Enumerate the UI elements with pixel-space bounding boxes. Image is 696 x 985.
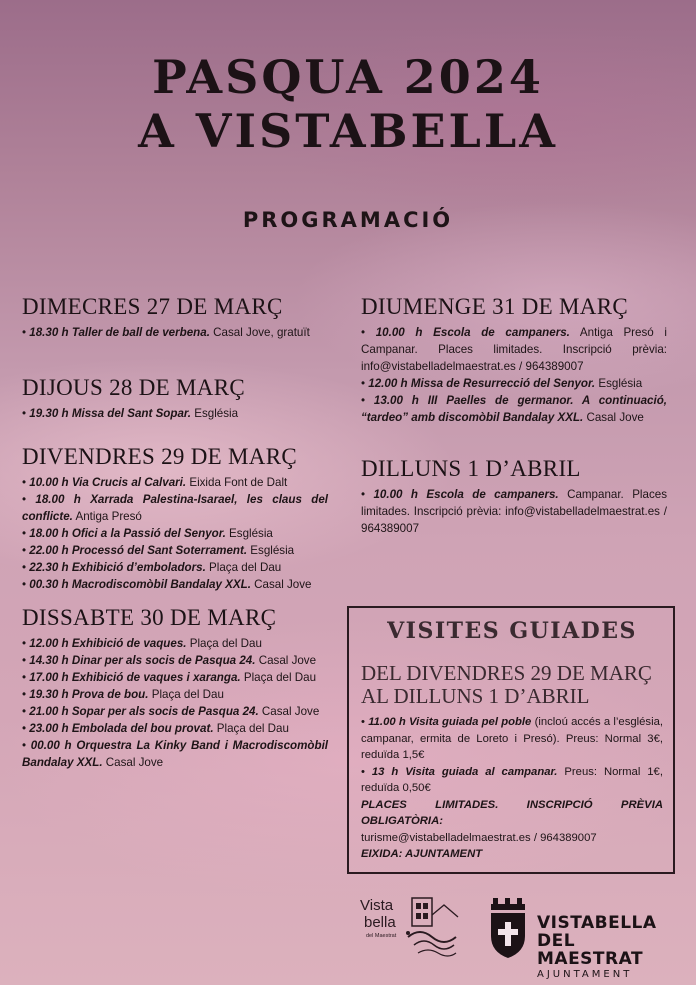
event-bold: 10.00 h Escola de campaners. <box>373 488 559 501</box>
shield-icon <box>487 896 529 960</box>
event-item: • 17.00 h Exhibició de vaques i xaranga. Plaça del Dau <box>22 671 317 684</box>
council-name <box>537 914 687 980</box>
event-detail: Casal Jove, gratuït <box>209 326 310 339</box>
event-bold: 17.00 h Exhibició de vaques i xaranga. <box>29 671 241 684</box>
event-bold: 18.30 h Taller de ball de verbena. <box>29 326 210 339</box>
event-item: • 22.00 h Processó del Sant Soterrament. Església <box>22 544 295 557</box>
event-item: • 14.30 h Dinar per als socis de Pasqua 24. Casal Jove <box>22 654 317 667</box>
event-item: • 10.00 h Via Crucis al Calvari. Eixida Font de Dalt <box>22 476 288 489</box>
event-item: • 10.00 h Escola de campaners. Campanar. Places limitades. Inscripció prèvia: info@vistabelladelmaestrat.es / 964389007 <box>361 488 667 535</box>
contact-info: turisme@vistabelladelmaestrat.es / 964389007 <box>361 831 597 844</box>
guided-visits-dates: DEL DIVENDRES 29 DE MARÇ AL DILLUNS 1 D’ABRIL <box>361 661 652 708</box>
page-title-line1: PASQUA 2024 <box>152 50 544 104</box>
event-bold: 22.30 h Exhibició d’emboladors. <box>29 561 206 574</box>
visit-bold: 13 h Visita guiada al campanar. <box>371 765 558 778</box>
event-item: • 18.00 h Ofici a la Passió del Senyor. Església <box>22 527 273 540</box>
event-detail: Casal Jove <box>258 705 320 718</box>
event-item: • 18.30 h Taller de ball de verbena. Casal Jove, gratuït <box>22 326 310 339</box>
event-detail: Plaça del Dau <box>213 722 289 735</box>
event-detail: Església <box>595 377 643 390</box>
day-title: DIVENDRES 29 DE MARÇ <box>22 444 297 469</box>
visit-item: • 13 h Visita guiada al campanar. Preus: Normal 1€, reduïda 0,50€ <box>361 765 663 794</box>
event-bold: 21.00 h Sopar per als socis de Pasqua 24. <box>29 705 259 718</box>
brand-line1: Vista <box>360 897 394 914</box>
brand-line3: del Maestrat <box>366 933 397 939</box>
event-detail: Casal Jove <box>102 756 164 769</box>
guided-visits-box <box>347 606 675 874</box>
event-bold: 12.00 h Exhibició de vaques. <box>29 637 187 650</box>
event-bold: 13.00 h III Paelles de germanor. A continuació, “tardeo” amb discomòbil Bandalay XXL. <box>361 394 667 424</box>
day-friday <box>22 444 328 593</box>
event-item: • 18.00 h Xarrada Palestina-Isarael, les claus del conflicte. Antiga Presó <box>22 493 328 523</box>
event-item: • 13.00 h III Paelles de germanor. A continuació, “tardeo” amb discomòbil Bandalay XXL. Casal Jove <box>361 394 667 424</box>
council-line3: AJUNTAMENT <box>537 969 633 980</box>
day-title: DISSABTE 30 DE MARÇ <box>22 605 277 630</box>
left-column <box>22 294 328 771</box>
day-saturday <box>22 605 328 771</box>
day-title: DIUMENGE 31 DE MARÇ <box>361 294 628 319</box>
day-thursday <box>22 375 328 422</box>
event-item: • 12.00 h Exhibició de vaques. Plaça del Dau <box>22 637 262 650</box>
event-bold: 18.00 h Xarrada Palestina-Isarael, les claus del conflicte. <box>22 493 328 523</box>
event-bold: 00.30 h Macrodiscomòbil Bandalay XXL. <box>29 578 251 591</box>
visit-detail: (incloú accés a l’església, campanar, ermita de Loreto i Presó). Preus: Normal 3€, reduïda 1,5€ <box>361 716 664 761</box>
places-note: PLACES LIMITADES. INSCRIPCIÓ PRÈVIA OBLIGATÒRIA: <box>361 798 663 827</box>
event-item: • 00.00 h Orquestra La Kinky Band i Macrodiscomòbil Bandalay XXL. Casal Jove <box>22 739 329 769</box>
right-column <box>361 294 667 537</box>
event-detail: Plaça del Dau <box>148 688 224 701</box>
event-item: • 00.30 h Macrodiscomòbil Bandalay XXL. Casal Jove <box>22 578 312 591</box>
event-detail: Casal Jove <box>250 578 312 591</box>
page-title-line2: A VISTABELLA <box>138 104 558 158</box>
day-wednesday <box>22 294 328 341</box>
visit-bold: 11.00 h Visita guiada pel poble <box>368 716 532 728</box>
event-detail: Antiga Presó <box>72 510 142 523</box>
event-bold: 23.00 h Embolada del bou provat. <box>29 722 214 735</box>
event-bold: 10.00 h Via Crucis al Calvari. <box>29 476 187 489</box>
day-title: DILLUNS 1 D’ABRIL <box>361 456 581 481</box>
event-bold: 12.00 h Missa de Resurrecció del Senyor. <box>368 377 596 390</box>
event-detail: Plaça del Dau <box>240 671 317 684</box>
event-item: • 10.00 h Escola de campaners. Antiga Presó i Campanar. Places limitades. Inscripció prèvia: info@vistabelladelmaestrat.es / 964389007 <box>361 326 667 373</box>
event-detail: Església <box>225 527 273 540</box>
event-detail: Església <box>247 544 295 557</box>
event-detail: Església <box>191 407 239 420</box>
event-bold: 22.00 h Processó del Sant Soterrament. <box>29 544 248 557</box>
council-logo <box>487 896 687 980</box>
event-item: • 19.30 h Prova de bou. Plaça del Dau <box>22 688 224 701</box>
day-title: DIMECRES 27 DE MARÇ <box>22 294 283 319</box>
event-detail: Antiga Presó i Campanar. Places limitades. Inscripció prèvia: info@vistabelladelmaestrat.es / 964389007 <box>361 326 667 373</box>
event-bold: 14.30 h Dinar per als socis de Pasqua 24. <box>29 654 256 667</box>
departure-point: EIXIDA: AJUNTAMENT <box>361 848 483 860</box>
event-detail: Eixida Font de Dalt <box>186 476 288 489</box>
event-bold: 10.00 h Escola de campaners. <box>375 326 570 339</box>
guided-visits-heading: VISITES GUIADES <box>387 618 637 644</box>
council-line1: VISTABELLA <box>537 913 657 933</box>
event-item: • 21.00 h Sopar per als socis de Pasqua 24. Casal Jove <box>22 705 320 718</box>
page-subtitle: PROGRAMACIÓ <box>242 208 454 232</box>
event-item: • 23.00 h Embolada del bou provat. Plaça del Dau <box>22 722 289 735</box>
event-bold: 00.00 h Orquestra La Kinky Band i Macrodiscomòbil Bandalay XXL. <box>22 739 329 769</box>
day-title: DIJOUS 28 DE MARÇ <box>22 375 245 400</box>
event-detail: Casal Jove <box>255 654 317 667</box>
brand-logo-graphic <box>358 893 468 963</box>
event-item: • 22.30 h Exhibició d’emboladors. Plaça del Dau <box>22 561 282 574</box>
event-detail: Casal Jove <box>583 411 644 424</box>
visit-detail: Preus: Normal 1€, reduïda 0,50€ <box>361 765 663 794</box>
visit-item: • 11.00 h Visita guiada pel poble (incloú accés a l’església, campanar, ermita de Loreto i Presó). Preus: Normal 3€, reduïda 1,5€ <box>361 716 664 761</box>
event-detail: Campanar. Places limitades. Inscripció prèvia: info@vistabelladelmaestrat.es / 964389007 <box>361 488 667 535</box>
event-bold: 19.30 h Prova de bou. <box>29 688 149 701</box>
event-detail: Plaça del Dau <box>186 637 262 650</box>
event-item: • 19.30 h Missa del Sant Sopar. Església <box>22 407 239 420</box>
council-line2: DEL MAESTRAT <box>537 931 644 969</box>
event-bold: 19.30 h Missa del Sant Sopar. <box>29 407 192 420</box>
brand-line2: bella <box>364 914 396 931</box>
day-sunday <box>361 294 667 426</box>
event-item: • 12.00 h Missa de Resurrecció del Senyor. Església <box>361 377 643 390</box>
vistabella-brand-logo <box>358 893 468 963</box>
event-detail: Plaça del Dau <box>205 561 282 574</box>
event-bold: 18.00 h Ofici a la Passió del Senyor. <box>29 527 226 540</box>
day-monday <box>361 456 667 537</box>
